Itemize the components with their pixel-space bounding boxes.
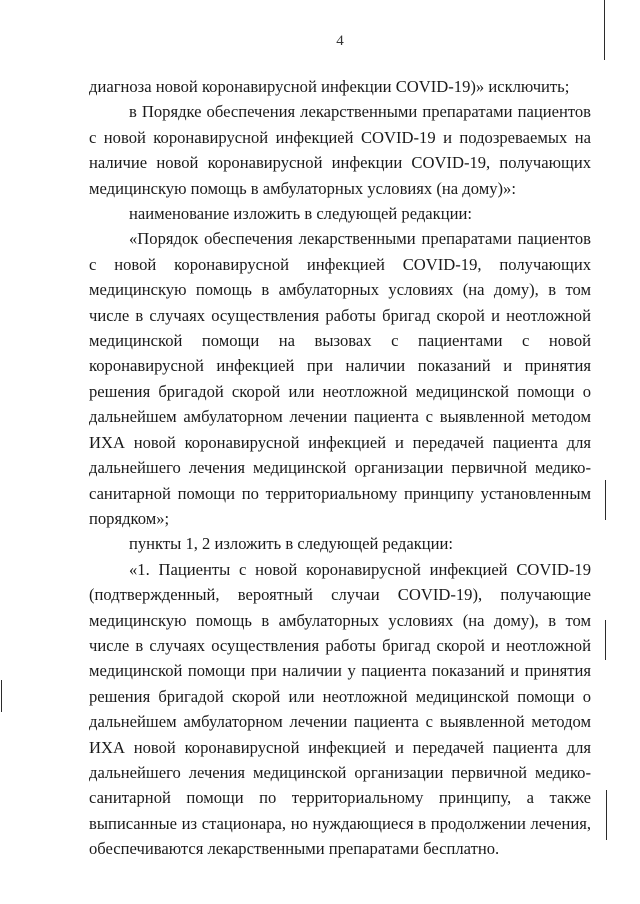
document-body: [89, 74, 591, 862]
paragraph-item-1: «1. Пациенты с новой коронавирусной инфекцией COVID-19 (подтвержденный, вероятный случаи COVID-19), получающие медицинскую помощь в амбулаторных условиях (на дому), в том числе в случаях осуществления работы бригад скорой и неотложной медицинской помощи при наличии у пациента показаний и принятия решения бригадой скорой или неотложной медицинской помощи о дальнейшем амбулаторном лечении пациента с выявленной методом ИХА новой коронавирусной инфекцией и передачей пациента для дальнейшего лечения медицинской организации первичной медико-санитарной помощи по территориальному принципу, а также выписанные из стационара, но нуждающиеся в продолжении лечения, обеспечиваются лекарственными препаратами бесплатно.: [89, 559, 591, 859]
scan-edge-line: [606, 790, 607, 840]
paragraph-title-amendment: наименование изложить в следующей редакции:: [129, 204, 472, 224]
page-number: 4: [336, 33, 344, 49]
paragraph-exclusion: диагноза новой коронавирусной инфекции COVID-19)» исключить;: [89, 77, 570, 96]
paragraph-items-amendment: пункты 1, 2 изложить в следующей редакции:: [129, 534, 454, 554]
scan-edge-line: [605, 620, 606, 660]
scan-edge-line: [605, 480, 606, 520]
scan-edge-line: [1, 680, 2, 712]
scan-edge-line: [604, 0, 605, 60]
paragraph-new-title: «Порядок обеспечения лекарственными препаратами пациентов с новой коронавирусной инфекцией COVID-19, получающих медицинскую помощь в амбулаторных условиях (на дому), в том числе в случаях осуществления работы бригад скорой и неотложной медицинской помощи на вызовах с пациентами с новой коронавирусной инфекцией при наличии показаний и принятия решения бригадой скорой или неотложной медицинской помощи о дальнейшем амбулаторном лечении пациента с выявленной методом ИХА новой коронавирусной инфекцией и передачей пациента для дальнейшего лечения медицинской организации первичной медико-санитарной помощи по территориальному принципу установленным порядком»;: [89, 229, 591, 528]
paragraph-procedure-reference: в Порядке обеспечения лекарственными препаратами пациентов с новой коронавирусной инфекцией COVID-19 и подозреваемых на наличие новой коронавирусной инфекции COVID-19, получающих медицинскую помощь в амбулаторных условиях (на дому)»:: [89, 102, 591, 198]
